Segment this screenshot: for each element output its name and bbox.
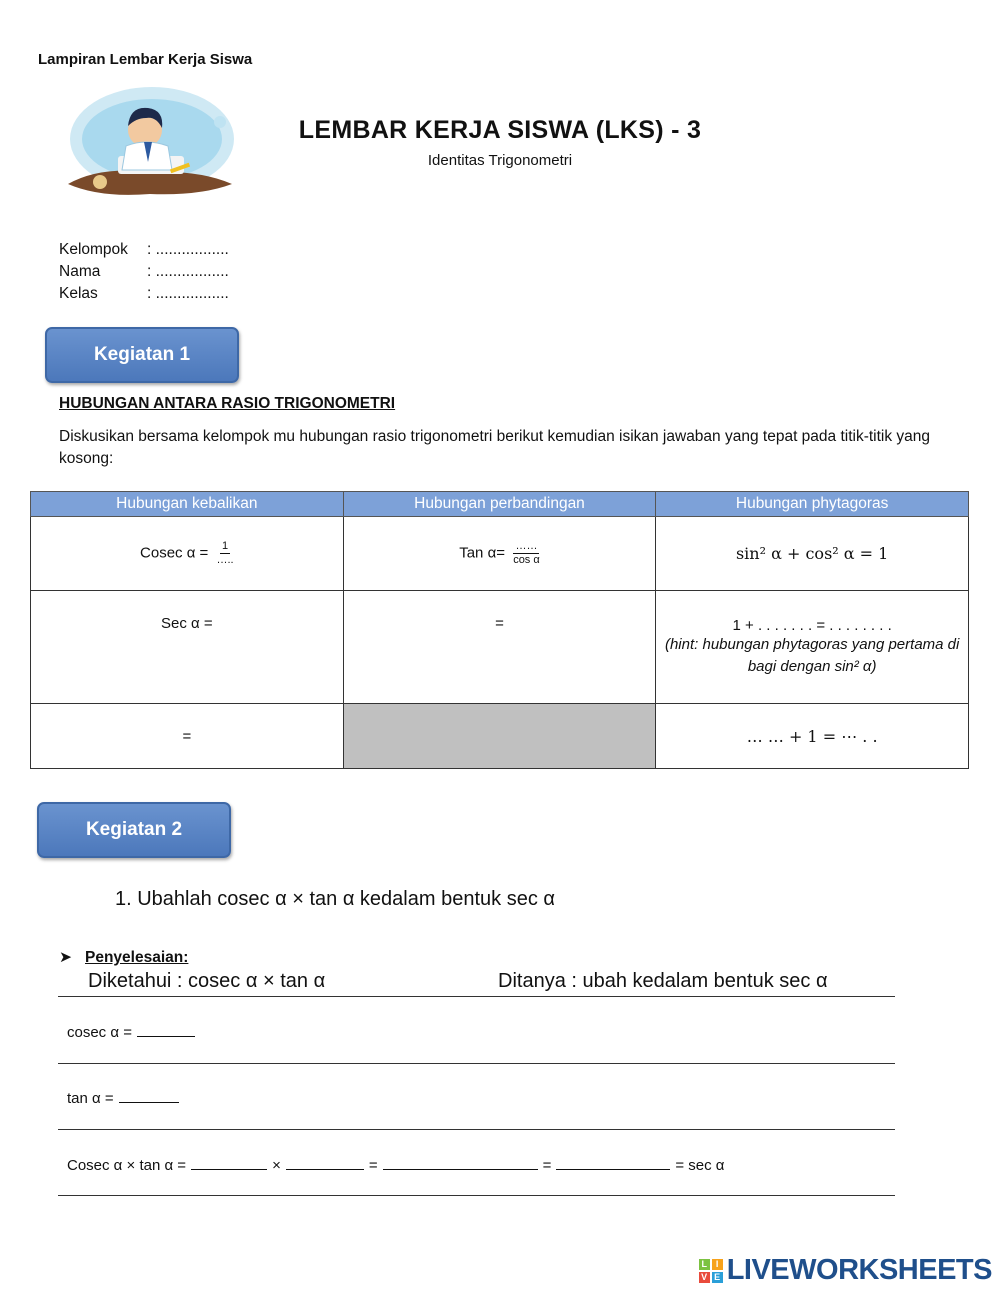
- cell-kebalikan-3[interactable]: =: [31, 704, 344, 769]
- product-work-label: Cosec α × tan α =: [67, 1157, 187, 1174]
- kegiatan-2-badge: Kegiatan 2: [37, 802, 231, 858]
- fraction-denominator-blank[interactable]: …..: [216, 554, 234, 566]
- cosec-fraction: [217, 540, 234, 567]
- fraction-numerator-blank[interactable]: ……: [515, 540, 538, 552]
- known-text: Diketahui : cosec α × tan α: [88, 970, 326, 992]
- fraction-denominator: cos α: [513, 554, 540, 566]
- identity-nama: [59, 263, 229, 281]
- logo-mark-letter: L: [699, 1259, 710, 1270]
- solution-label: Penyelesaian:: [85, 949, 189, 966]
- question-1: 1. Ubahlah cosec α × tan α kedalam bentuk sec α: [115, 888, 555, 910]
- header-perbandingan: Hubungan perbandingan: [343, 492, 656, 517]
- logo-mark-letter: E: [712, 1272, 723, 1283]
- cell-perbandingan-2[interactable]: =: [343, 591, 656, 704]
- product-blank-4[interactable]: [556, 1155, 670, 1170]
- cosec-work-label: cosec α =: [67, 1024, 132, 1041]
- cell-empty-grey: [343, 704, 656, 769]
- product-blank-2[interactable]: [286, 1155, 364, 1170]
- header-phytagoras: Hubungan phytagoras: [656, 492, 969, 517]
- identity-label: Kelas: [59, 285, 98, 302]
- tan-fraction: [513, 540, 540, 567]
- identity-blank[interactable]: : .................: [147, 263, 229, 280]
- table-row: [31, 704, 969, 769]
- pythagoras-hint: (hint: hubungan phytagoras yang pertama di bagi dengan sin² α): [664, 635, 960, 675]
- page-title: LEMBAR KERJA SISWA (LKS) - 3: [298, 116, 702, 144]
- asked-text: Ditanya : ubah kedalam bentuk sec α: [498, 970, 828, 992]
- logo-mark-letter: V: [699, 1272, 710, 1283]
- student-illustration: [60, 84, 240, 214]
- top-label: Lampiran Lembar Kerja Siswa: [38, 51, 253, 68]
- divider: [58, 1129, 895, 1130]
- cosec-answer-blank[interactable]: [137, 1022, 195, 1037]
- identity-label: Kelompok: [59, 241, 128, 258]
- relations-table: [30, 491, 969, 769]
- liveworksheets-logo: [699, 1254, 992, 1287]
- logo-mark-icon: [699, 1259, 723, 1283]
- cell-sec[interactable]: Sec α =: [31, 591, 344, 704]
- product-blank-3[interactable]: [383, 1155, 538, 1170]
- pythagoras-2-equation: 1 + . . . . . . . = . . . . . . . .: [732, 616, 892, 634]
- tan-label: Tan α=: [459, 544, 506, 562]
- cosec-work-line: [67, 1022, 200, 1041]
- kegiatan-1-badge: Kegiatan 1: [45, 327, 239, 383]
- cell-pythagoras-1: sin² α + cos² α = 1: [656, 517, 969, 591]
- tan-answer-blank[interactable]: [119, 1088, 179, 1103]
- logo-mark-letter: I: [712, 1259, 723, 1270]
- divider: [58, 1063, 895, 1064]
- section-heading: HUBUNGAN ANTARA RASIO TRIGONOMETRI: [59, 395, 396, 412]
- arrow-bullet-icon: ➤: [59, 949, 72, 966]
- identity-kelas: [59, 285, 229, 303]
- result-sec: = sec α: [675, 1157, 725, 1174]
- cell-cosec[interactable]: [31, 517, 344, 591]
- product-blank-1[interactable]: [191, 1155, 267, 1170]
- tan-work-label: tan α =: [67, 1090, 114, 1107]
- divider: [58, 996, 895, 997]
- fraction-numerator: 1: [222, 540, 229, 552]
- page-subtitle: Identitas Trigonometri: [427, 152, 573, 169]
- divider: [58, 1195, 895, 1196]
- logo-text: LIVEWORKSHEETS: [726, 1254, 992, 1286]
- cell-tan[interactable]: [343, 517, 656, 591]
- cell-pythagoras-3[interactable]: … … + 1 = ⋯ . .: [656, 704, 969, 769]
- header-kebalikan: Hubungan kebalikan: [31, 492, 344, 517]
- equals-sign: =: [542, 1157, 552, 1174]
- tan-work-line: [67, 1088, 184, 1107]
- instruction-text: Diskusikan bersama kelompok mu hubungan rasio trigonometri berikut kemudian isikan jawaban yang tepat pada titik-titik yang kosong:: [59, 428, 931, 467]
- identity-blank[interactable]: : .................: [147, 285, 229, 302]
- solution-heading: [59, 948, 188, 967]
- times-sign: ×: [272, 1157, 281, 1174]
- identity-kelompok: [59, 241, 229, 259]
- table-row: [31, 591, 969, 704]
- identity-blank[interactable]: : .................: [147, 241, 229, 258]
- equals-sign: =: [368, 1157, 378, 1174]
- table-row: [31, 517, 969, 591]
- identity-label: Nama: [59, 263, 101, 280]
- product-work-line: [67, 1155, 724, 1174]
- cell-pythagoras-2[interactable]: [656, 591, 969, 704]
- cosec-label: Cosec α =: [140, 544, 209, 562]
